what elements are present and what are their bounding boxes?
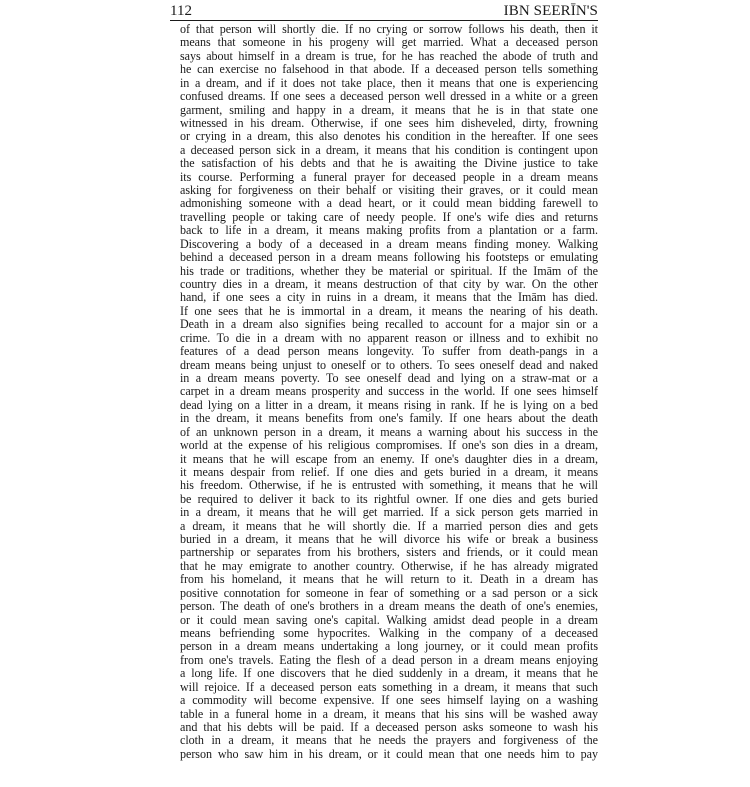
text-line: will rejoice. If a deceased person eats something in a dream, it means that such [180, 680, 598, 694]
text-line: person in a dream means undertaking a long journey, or it could mean profits [180, 640, 598, 654]
text-line: person who saw him in his dream, or it could mean that one needs him to pay [180, 747, 598, 761]
text-line: he can exercise no falsehood in that abode. If a deceased person tells something [180, 63, 598, 77]
text-line: crime. To die in a dream with no apparent reason or illness and to exhibit no [180, 331, 598, 345]
text-line: carpet in a dream means prosperity and success in the world. If one sees himself [180, 385, 598, 399]
text-line: hand, if one sees a city in ruins in a dream, it means that the Imām has died. [180, 291, 598, 305]
text-line: and that his debts will be paid. If a deceased person asks someone to wash his [180, 720, 598, 734]
text-line: person. The death of one's brothers in a dream means the death of one's enemies, [180, 600, 598, 614]
text-line: admonishing someone with a dead heart, or it could mean bidding farewell to [180, 197, 598, 211]
text-line: Death in a dream also signifies being recalled to account for a major sin or a [180, 318, 598, 332]
text-line: cloth in a dream, it means that he needs the prayers and forgiveness of the [180, 734, 598, 748]
text-line: of an unknown person in a dream, it means a warning about his success in the [180, 425, 598, 439]
text-line: Discovering a body of a deceased in a dream means finding money. Walking [180, 237, 598, 251]
text-line: in the dream, it means benefits from one's family. If one hears about the death [180, 412, 598, 426]
text-line: of that person will shortly die. If no crying or sorrow follows his death, then it [180, 23, 598, 36]
text-line: that he may emigrate to another country. Otherwise, if he has already migrated [180, 559, 598, 573]
text-line: or crying in a dream, this also denotes his condition in the hereafter. If one sees [180, 130, 598, 144]
text-line: or it could mean saving one's capital. Walking amidst dead people in a dream [180, 613, 598, 627]
text-line: a commodity will become expensive. If one sees himself laying on a washing [180, 694, 598, 708]
book-page [170, 0, 598, 761]
text-line: asking for forgiveness on their behalf or visiting their graves, or it could mean [180, 184, 598, 198]
text-line: a deceased person sick in a dream, it means that his condition is contingent upon [180, 143, 598, 157]
text-line: positive connotation for someone in fear of something or a sad person or a sick [180, 586, 598, 600]
text-line: from his homeland, it means that he will return to it. Death in a dream has [180, 573, 598, 587]
text-line: in a dream, it means that he will get married. If a sick person gets married in [180, 506, 598, 520]
text-line: partnership or separates from his brothers, sisters and friends, or it could mean [180, 546, 598, 560]
text-line: a long life. If one discovers that he died suddenly in a dream, it means that he [180, 667, 598, 681]
text-line: buried in a dream, it means that he will divorce his wife or break a business [180, 533, 598, 547]
text-line: in a dream means poverty. To see oneself dead and lying on a straw-mat or a [180, 371, 598, 385]
text-line: means that someone in his progeny will get married. What a deceased person [180, 36, 598, 50]
text-line: means befriending some hypocrites. Walking in the company of a deceased [180, 626, 598, 640]
text-line: country dies in a dream, it means destruction of that city by war. On the other [180, 278, 598, 292]
text-line: says about himself in a dream is true, for he has reached the abode of truth and [180, 49, 598, 63]
text-line: dead lying on a litter in a dream, it means rising in rank. If he is lying on a bed [180, 398, 598, 412]
text-line: world at the expense of his religious compromises. If one's son dies in a dream, [180, 439, 598, 453]
text-line: travelling people or taking care of needy people. If one's wife dies and returns [180, 210, 598, 224]
text-line: from one's travels. Eating the flesh of a dead person in a dream means enjoying [180, 653, 598, 667]
text-line: behind a deceased person in a dream means following his footsteps or emulating [180, 251, 598, 265]
text-line: a dream, it means that he will shortly die. If a married person dies and gets [180, 519, 598, 533]
text-line: his trade or traditions, whether they be material or spiritual. If the Imām of the [180, 264, 598, 278]
text-line: witnessed in his dream. Otherwise, if one sees him disheveled, dirty, frowning [180, 116, 598, 130]
text-line: garment, smiling and happy in a dream, it means that he is in that state one [180, 103, 598, 117]
text-line: If one sees that he is immortal in a dream, it means the nearing of his death. [180, 304, 598, 318]
text-line: his freedom. Otherwise, if he is entrusted with something, it means that he will [180, 479, 598, 493]
text-line: confused dreams. If one sees a deceased person well dressed in a white or a green [180, 90, 598, 104]
text-line: dream means being unjust to oneself or to others. To sees oneself dead and naked [180, 358, 598, 372]
text-line: its course. Performing a funeral prayer for deceased people in a dream means [180, 170, 598, 184]
text-line: table in a funeral home in a dream, it means that his sins will be washed away [180, 707, 598, 721]
text-line: be required to deliver it back to its rightful owner. If one dies and gets buried [180, 492, 598, 506]
text-line: it means that he will escape from an enemy. If one's daughter dies in a dream, [180, 452, 598, 466]
page-number: 112 [170, 3, 192, 19]
text-line: in a dream, and if it does not take place, then it means that one is experiencing [180, 76, 598, 90]
text-line: features of a dead person means longevity. To suffer from death-pangs in a [180, 345, 598, 359]
text-line: it means despair from relief. If one dies and gets buried in a dream, it means [180, 465, 598, 479]
text-line: the satisfaction of his debts and that he is awaiting the Divine justice to take [180, 157, 598, 171]
running-title: IBN SEERĪN'S [503, 3, 598, 19]
text-line: back to life in a dream, it means making profits from a plantation or a farm. [180, 224, 598, 238]
body-paragraph [170, 23, 598, 761]
running-header [170, 0, 598, 21]
